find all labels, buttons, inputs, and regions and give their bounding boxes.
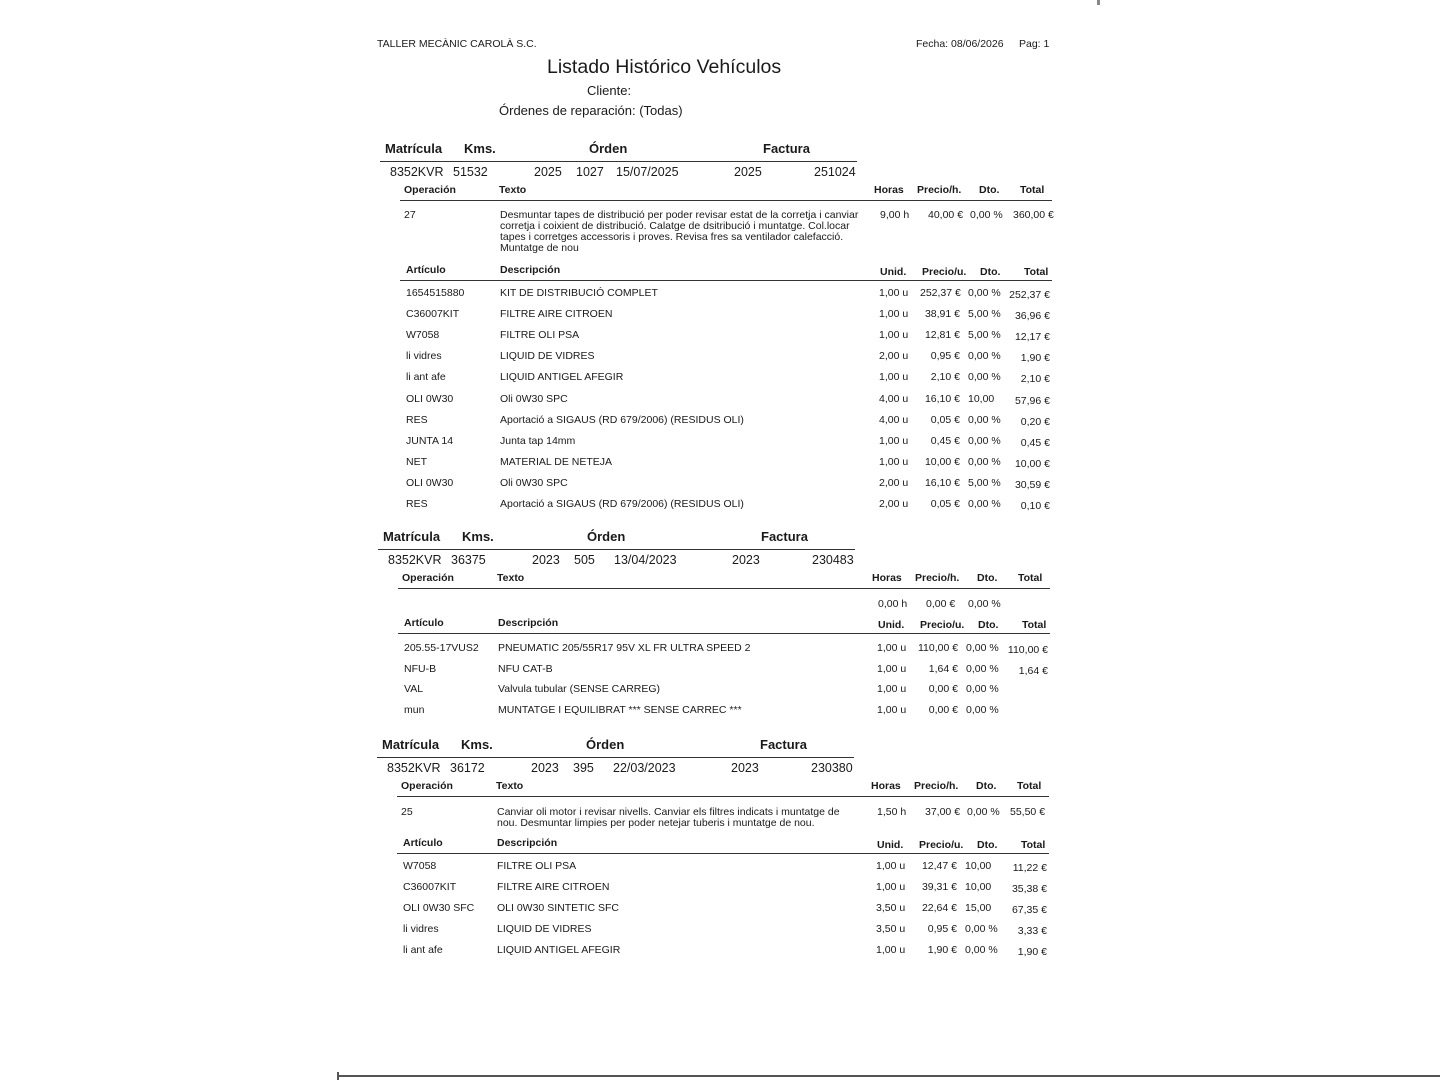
orders-filter-label: Órdenes de reparación: (Todas) (499, 103, 683, 118)
article-discount: 5,00 % (968, 329, 1001, 341)
total-header: Total (1024, 266, 1049, 278)
operation-price: 37,00 € (925, 806, 961, 818)
article-price: 10,00 € (924, 456, 960, 468)
article-description: Oli 0W30 SPC (500, 477, 568, 489)
article-header: Artículo (404, 617, 444, 629)
article-code: RES (406, 414, 428, 426)
operation-price: 0,00 € (926, 598, 956, 610)
article-description: Valvula tubular (SENSE CARREG) (498, 683, 661, 695)
plate-value: 8352KVR (390, 165, 444, 179)
article-description: FILTRE AIRE CITROEN (500, 308, 613, 320)
description-header: Descripción (498, 617, 559, 629)
article-description: LIQUID DE VIDRES (500, 350, 595, 362)
operation-rule (398, 588, 1050, 589)
article-code: NET (406, 456, 427, 468)
invoice-header: Factura (763, 141, 810, 156)
article-total: 110,00 € (1007, 644, 1048, 656)
article-price: 38,91 € (924, 308, 960, 320)
operation-header: Operación (404, 184, 456, 196)
hours-header: Horas (874, 184, 904, 196)
invoice-number: 251024 (814, 165, 856, 179)
units-header: Unid. (880, 266, 907, 278)
article-price: 0,05 € (930, 498, 960, 510)
invoice-header: Factura (760, 737, 807, 752)
discount-header: Dto. (977, 572, 998, 584)
article-description: PNEUMATIC 205/55R17 95V XL FR ULTRA SPEED 2 (498, 642, 751, 654)
article-price: 16,10 € (924, 477, 960, 489)
article-description: MUNTATGE I EQUILIBRAT *** SENSE CARREC *** (498, 704, 742, 716)
order-header: Órden (586, 737, 625, 752)
kms-value: 36172 (450, 761, 485, 775)
order-header: Órden (589, 141, 628, 156)
total-header: Total (1020, 184, 1045, 196)
operation-header: Operación (401, 780, 453, 792)
description-header: Descripción (497, 837, 558, 849)
plate-value: 8352KVR (387, 761, 441, 775)
article-description: LIQUID ANTIGEL AFEGIR (497, 944, 621, 956)
article-price: 0,00 € (928, 704, 958, 716)
article-description: KIT DE DISTRIBUCIÓ COMPLET (500, 287, 658, 299)
article-code: OLI 0W30 SFC (403, 902, 475, 914)
article-total: 35,38 € (1011, 883, 1047, 895)
article-total: 10,00 € (1014, 458, 1050, 470)
article-units: 1,00 u (879, 308, 909, 320)
article-total: 12,17 € (1014, 331, 1050, 343)
article-units: 1,00 u (879, 371, 909, 383)
article-units: 3,50 u (876, 923, 906, 935)
article-discount: 15,00 (965, 902, 992, 914)
article-code: W7058 (406, 329, 440, 341)
text-header: Texto (499, 184, 527, 196)
article-units: 1,00 u (877, 663, 907, 675)
article-code: JUNTA 14 (406, 435, 454, 447)
price-unit-header: Precio/u. (919, 839, 964, 851)
article-price: 1,90 € (927, 944, 957, 956)
operation-text: Desmuntar tapes de distribució per poder revisar estat de la corretja i canviar corretja i coixient de distribució. Calatge de dsitribució i muntatge. Col.locar tapes i corretges accessoris i proves. Revisa fres sa ventilador calefacció. Muntatge de nou (500, 209, 859, 254)
article-units: 1,00 u (876, 860, 906, 872)
kms-value: 36375 (451, 553, 486, 567)
article-total: 1,64 € (1018, 665, 1048, 677)
header-rule (380, 161, 857, 162)
invoice-year: 2023 (731, 761, 759, 775)
article-price: 2,10 € (930, 371, 960, 383)
discount-header: Dto. (979, 184, 1000, 196)
discount-header: Dto. (977, 839, 998, 851)
text-header: Texto (496, 780, 524, 792)
invoice-header: Factura (761, 529, 808, 544)
article-description: Junta tap 14mm (500, 435, 576, 447)
article-total: 2,10 € (1020, 373, 1050, 385)
hours-header: Horas (871, 780, 901, 792)
article-code: C36007KIT (406, 308, 460, 320)
article-units: 1,00 u (876, 881, 906, 893)
report-title: Listado Histórico Vehículos (547, 56, 782, 78)
total-header: Total (1018, 572, 1043, 584)
article-total: 57,96 € (1014, 395, 1050, 407)
article-discount: 5,00 % (968, 477, 1001, 489)
discount-header: Dto. (980, 266, 1001, 278)
article-units: 1,00 u (877, 704, 907, 716)
hours-header: Horas (872, 572, 902, 584)
article-units: 4,00 u (879, 393, 909, 405)
price-unit-header: Precio/u. (920, 619, 965, 631)
article-price: 0,45 € (930, 435, 960, 447)
article-discount: 0,00 % (968, 435, 1001, 447)
operation-total: 360,00 € (1013, 209, 1054, 221)
client-label: Cliente: (587, 83, 632, 98)
article-price: 0,00 € (928, 683, 958, 695)
article-code: 1654515880 (406, 287, 465, 299)
operation-hours: 0,00 h (878, 598, 908, 610)
article-description: Aportació a SIGAUS (RD 679/2006) (RESIDUS OLI) (500, 414, 744, 426)
description-header: Descripción (500, 264, 561, 276)
article-discount: 0,00 % (966, 704, 999, 716)
article-units: 1,00 u (877, 683, 907, 695)
order-date: 13/04/2023 (614, 553, 677, 567)
article-discount: 0,00 % (968, 371, 1001, 383)
article-description: LIQUID ANTIGEL AFEGIR (500, 371, 624, 383)
units-header: Unid. (877, 839, 904, 851)
invoice-number: 230380 (811, 761, 853, 775)
article-price: 12,47 € (921, 860, 957, 872)
article-total: 0,45 € (1020, 437, 1050, 449)
article-discount: 0,00 % (968, 456, 1001, 468)
article-price: 16,10 € (924, 393, 960, 405)
article-units: 1,00 u (877, 642, 907, 654)
article-description: NFU CAT-B (498, 663, 553, 675)
price-unit-header: Precio/u. (922, 266, 967, 278)
article-description: LIQUID DE VIDRES (497, 923, 592, 935)
article-discount: 0,00 % (966, 683, 999, 695)
article-code: li vidres (403, 923, 439, 935)
order-number: 1027 (576, 165, 604, 179)
plate-header: Matrícula (382, 737, 440, 752)
article-total: 11,22 € (1012, 862, 1047, 874)
article-description: MATERIAL DE NETEJA (500, 456, 613, 468)
header-rule (378, 549, 855, 550)
article-discount: 0,00 % (968, 498, 1001, 510)
article-description: FILTRE OLI PSA (497, 860, 577, 872)
article-description: Aportació a SIGAUS (RD 679/2006) (RESIDUS OLI) (500, 498, 744, 510)
article-code: NFU-B (404, 663, 437, 675)
report-date: Fecha: 08/06/2026 (916, 38, 1004, 50)
article-discount: 10,00 (965, 860, 992, 872)
article-code: li ant afe (406, 371, 446, 383)
kms-header: Kms. (462, 529, 494, 544)
article-discount: 0,00 % (965, 944, 998, 956)
article-units: 2,00 u (879, 477, 909, 489)
article-rule (400, 280, 1052, 281)
article-discount: 0,00 % (968, 350, 1001, 362)
kms-header: Kms. (461, 737, 493, 752)
order-header: Órden (587, 529, 626, 544)
article-price: 12,81 € (924, 329, 960, 341)
article-total: 0,20 € (1020, 416, 1050, 428)
kms-header: Kms. (464, 141, 496, 156)
article-code: VAL (404, 683, 424, 695)
article-code: W7058 (403, 860, 437, 872)
invoice-year: 2023 (732, 553, 760, 567)
discount-header: Dto. (978, 619, 999, 631)
article-price: 1,64 € (928, 663, 958, 675)
page-number: Pag: 1 (1019, 38, 1050, 50)
article-units: 3,50 u (876, 902, 906, 914)
total-header: Total (1021, 839, 1046, 851)
operation-rule (397, 796, 1049, 797)
article-rule (398, 633, 1050, 634)
article-code: 205.55-17VUS2 (404, 642, 479, 654)
article-code: OLI 0W30 (406, 477, 454, 489)
article-discount: 0,00 % (966, 642, 999, 654)
article-price: 252,37 € (920, 287, 961, 299)
article-header: Artículo (403, 837, 443, 849)
article-description: OLI 0W30 SINTETIC SFC (497, 902, 619, 914)
scan-mark (1097, 0, 1100, 5)
operation-code: 25 (401, 806, 413, 818)
article-total: 252,37 € (1009, 289, 1050, 301)
page-bottom-rule (338, 1075, 1440, 1077)
plate-value: 8352KVR (388, 553, 442, 567)
plate-header: Matrícula (385, 141, 443, 156)
article-units: 1,00 u (879, 456, 909, 468)
article-code: li ant afe (403, 944, 443, 956)
article-price: 0,05 € (930, 414, 960, 426)
order-date: 22/03/2023 (613, 761, 676, 775)
operation-discount: 0,00 % (967, 806, 1000, 818)
operation-discount: 0,00 % (970, 209, 1003, 221)
article-discount: 0,00 % (965, 923, 998, 935)
operation-hours: 1,50 h (877, 806, 907, 818)
operation-hours: 9,00 h (880, 209, 910, 221)
order-year: 2023 (531, 761, 559, 775)
article-price: 39,31 € (921, 881, 957, 893)
article-description: Oli 0W30 SPC (500, 393, 568, 405)
operation-price: 40,00 € (928, 209, 964, 221)
article-code: RES (406, 498, 428, 510)
article-discount: 10,00 (965, 881, 992, 893)
article-description: FILTRE OLI PSA (500, 329, 580, 341)
article-total: 0,10 € (1020, 500, 1050, 512)
article-discount: 0,00 % (968, 287, 1001, 299)
article-price: 110,00 € (918, 642, 959, 654)
operation-total: 55,50 € (1010, 806, 1046, 818)
article-total: 3,33 € (1017, 925, 1047, 937)
discount-header: Dto. (976, 780, 997, 792)
price-hour-header: Precio/h. (917, 184, 962, 196)
article-total: 36,96 € (1014, 310, 1050, 322)
article-total: 1,90 € (1017, 946, 1047, 958)
article-discount: 0,00 % (966, 663, 999, 675)
article-units: 1,00 u (879, 287, 909, 299)
order-number: 395 (573, 761, 594, 775)
article-code: mun (404, 704, 425, 716)
price-hour-header: Precio/h. (915, 572, 960, 584)
operation-rule (400, 200, 1052, 201)
article-discount: 5,00 % (968, 308, 1001, 320)
article-price: 0,95 € (927, 923, 957, 935)
article-description: FILTRE AIRE CITROEN (497, 881, 610, 893)
article-price: 0,95 € (930, 350, 960, 362)
article-total: 30,59 € (1014, 479, 1050, 491)
operation-header: Operación (402, 572, 454, 584)
article-units: 4,00 u (879, 414, 909, 426)
article-units: 1,00 u (879, 329, 909, 341)
article-code: OLI 0W30 (406, 393, 454, 405)
order-year: 2025 (534, 165, 562, 179)
total-header: Total (1017, 780, 1042, 792)
operation-text: Canviar oli motor i revisar nivells. Canviar els filtres indicats i muntatge de nou. Desmuntar limpies per poder netejar tuberis i muntatge de nou. (497, 806, 840, 829)
invoice-year: 2025 (734, 165, 762, 179)
company-name: TALLER MECÀNIC CAROLÀ S.C. (377, 38, 537, 50)
article-units: 2,00 u (879, 350, 909, 362)
plate-header: Matrícula (383, 529, 441, 544)
operation-code: 27 (404, 209, 416, 221)
article-header: Artículo (406, 264, 446, 276)
header-rule (377, 757, 854, 758)
article-price: 22,64 € (921, 902, 957, 914)
article-discount: 0,00 % (968, 414, 1001, 426)
article-units: 1,00 u (879, 435, 909, 447)
article-discount: 10,00 (968, 393, 995, 405)
units-header: Unid. (878, 619, 905, 631)
price-hour-header: Precio/h. (914, 780, 959, 792)
article-total: 1,90 € (1020, 352, 1050, 364)
order-year: 2023 (532, 553, 560, 567)
article-code: C36007KIT (403, 881, 457, 893)
article-rule (397, 853, 1049, 854)
kms-value: 51532 (453, 165, 488, 179)
order-number: 505 (574, 553, 595, 567)
order-date: 15/07/2025 (616, 165, 679, 179)
total-header: Total (1022, 619, 1047, 631)
operation-discount: 0,00 % (968, 598, 1001, 610)
text-header: Texto (497, 572, 525, 584)
article-units: 2,00 u (879, 498, 909, 510)
article-total: 67,35 € (1011, 904, 1047, 916)
article-code: li vidres (406, 350, 442, 362)
article-units: 1,00 u (876, 944, 906, 956)
invoice-number: 230483 (812, 553, 854, 567)
